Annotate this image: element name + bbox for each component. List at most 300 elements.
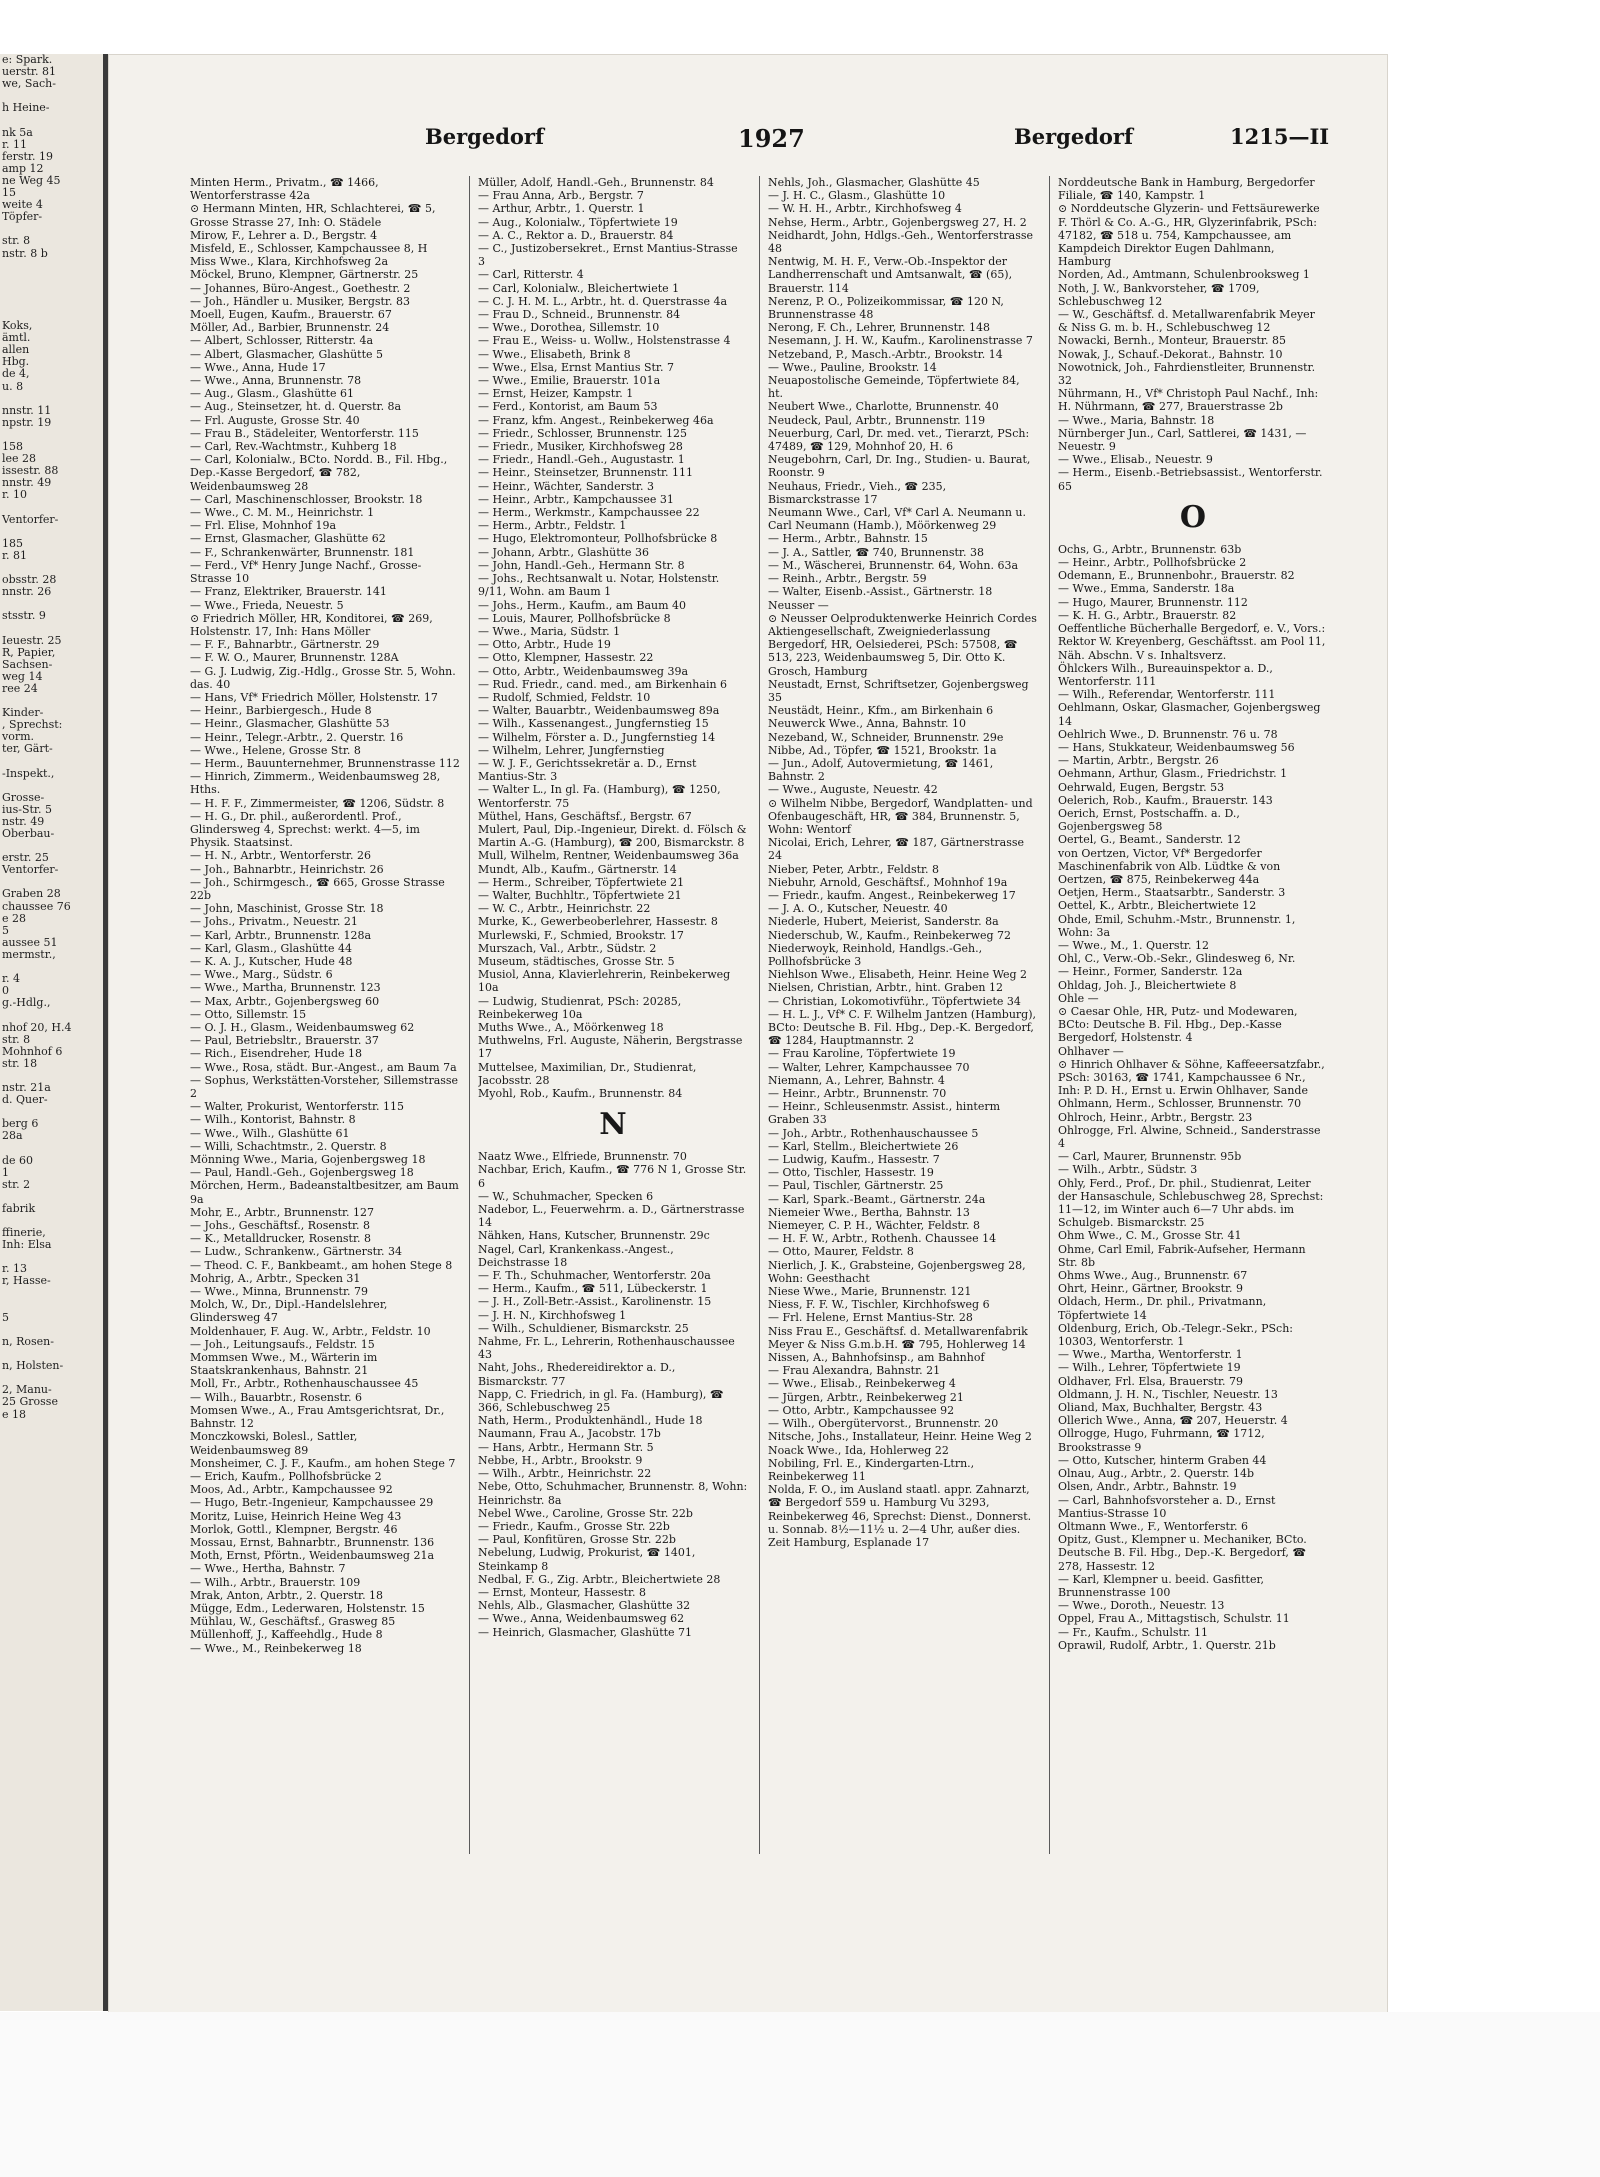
directory-entry: Oprawil, Rudolf, Arbtr., 1. Querstr. 21b <box>1058 1638 1276 1652</box>
directory-entry: Neustädt, Heinr., Kfm., am Birkenhain 6 <box>768 704 994 718</box>
directory-entry: — Wwe., Pauline, Brookstr. 14 <box>768 360 937 374</box>
header-page-number: 1215—II <box>1230 124 1330 149</box>
directory-entry: Norden, Ad., Amtmann, Schulenbrooksweg 1 <box>1058 268 1310 282</box>
adjacent-page-fragment: 28a <box>2 1129 23 1143</box>
directory-entry: Niederschub, W., Kaufm., Reinbekerweg 72 <box>768 928 1012 942</box>
directory-entry: Oldach, Herm., Dr. phil., Privatmann, Töpfertwiete 14 <box>1058 1295 1267 1322</box>
section-letter: O <box>1179 499 1207 535</box>
directory-entry: — Johs., Rechtsanwalt u. Notar, Holstenstr. 9/11, Wohn. am Baum 1 <box>478 572 720 599</box>
directory-entry: — Franz, kfm. Angest., Reinbekerweg 46a <box>478 413 714 427</box>
top-margin <box>0 0 1600 50</box>
adjacent-page-fragment <box>0 780 103 792</box>
directory-entry: — H. F. F., Zimmermeister, ☎ 1206, Südstr. 8 <box>190 796 445 810</box>
adjacent-page-fragment <box>0 1288 103 1300</box>
adjacent-page-fragment <box>0 272 103 284</box>
directory-entry: Ohde, Emil, Schuhm.-Mstr., Brunnenstr. 1, Wohn: 3a <box>1058 912 1296 939</box>
directory-entry: — Karl, Stellm., Bleichertwiete 26 <box>768 1139 959 1153</box>
directory-entry: — Albert, Schlosser, Ritterstr. 4a <box>190 334 374 348</box>
directory-entry: — Wwe., Helene, Grosse Str. 8 <box>190 743 361 757</box>
directory-entry: — Karl, Spark.-Beamt., Gärtnerstr. 24a <box>768 1192 986 1206</box>
directory-entry: Nierlich, J. K., Grabsteine, Gojenbergsweg 28, Wohn: Geesthacht <box>768 1258 1026 1285</box>
directory-entry: Naht, Johs., Rhedereidirektor a. D., Bismarckstr. 77 <box>478 1361 676 1388</box>
directory-entry: Naumann, Frau A., Jacobstr. 17b <box>478 1427 661 1441</box>
directory-entry: — Herm., Bauunternehmer, Brunnenstrasse 112 <box>190 756 460 770</box>
directory-entry: Neuwerck Wwe., Anna, Bahnstr. 10 <box>768 717 967 731</box>
directory-entry: Oldmann, J. H. N., Tischler, Neuestr. 13 <box>1058 1387 1278 1401</box>
directory-entry: — Otto, Arbtr., Hude 19 <box>478 638 611 652</box>
directory-entry: Mundt, Alb., Kaufm., Gärtnerstr. 14 <box>478 862 677 876</box>
adjacent-page-fragment: ree 24 <box>2 681 38 695</box>
directory-entry: — Karl, Klempner u. beeid. Gasfitter, Brunnenstrasse 100 <box>1058 1572 1265 1599</box>
directory-entry: — Jürgen, Arbtr., Reinbekerweg 21 <box>768 1390 964 1404</box>
directory-entry: Mossau, Ernst, Bahnarbtr., Brunnenstr. 136 <box>190 1535 435 1549</box>
adjacent-page-fragment: g.-Hdlg., <box>2 996 51 1010</box>
directory-entry: Oldenburg, Erich, Ob.-Telegr.-Sekr., PSch: 10303, Wentorferstr. 1 <box>1058 1321 1293 1349</box>
adjacent-page-fragment: allen <box>2 343 30 357</box>
directory-entry: Oliand, Max, Buchhalter, Bergstr. 43 <box>1058 1401 1263 1415</box>
directory-entry: — Friedr., Schlosser, Brunnenstr. 125 <box>478 426 688 440</box>
directory-entry: — J. A., Sattler, ☎ 740, Brunnenstr. 38 <box>768 545 984 559</box>
directory-entry: — Wilh., Referendar, Wentorferstr. 111 <box>1058 688 1276 702</box>
directory-entry: Ohlrogge, Frl. Alwine, Schneid., Sanderstrasse 4 <box>1058 1123 1321 1151</box>
directory-entry: — Paul, Tischler, Gärtnerstr. 25 <box>768 1179 944 1193</box>
directory-entry: Mönning Wwe., Maria, Gojenbergsweg 18 <box>190 1153 426 1167</box>
directory-entry: — Hans, Stukkateur, Weidenbaumsweg 56 <box>1058 740 1295 754</box>
adjacent-page-fragment: nstr. 49 <box>2 814 45 828</box>
directory-entry: — John, Maschinist, Grosse Str. 18 <box>190 902 384 916</box>
directory-entry: — W., Schuhmacher, Specken 6 <box>478 1189 654 1203</box>
directory-entry: Nührmann, H., Vf* Christoph Paul Nachf., Inh: H. Nührmann, ☎ 277, Brauerstrasse 2b <box>1058 387 1319 414</box>
directory-entry: — Friedr., Handl.-Geh., Augustastr. 1 <box>478 453 685 467</box>
adjacent-page-fragment: 5 <box>2 923 9 937</box>
adjacent-page-fragment: ferstr. 19 <box>2 149 53 163</box>
directory-entry: — Aug., Kolonialw., Töpfertwiete 19 <box>478 215 678 229</box>
adjacent-page-fragment: , Sprechst: <box>2 718 63 732</box>
directory-entry: Momsen Wwe., A., Frau Amtsgerichtsrat, Dr., Bahnstr. 12 <box>190 1403 445 1431</box>
directory-entry: — Frl. Auguste, Grosse Str. 40 <box>190 413 360 427</box>
directory-entry: von Oertzen, Victor, Vf* Bergedorfer Maschinenfabrik von Alb. Lüdtke & von Oertzen, ☎ 875, Reinbekerweg 44a <box>1058 846 1281 886</box>
directory-entry: — Frl. Elise, Mohnhof 19a <box>190 519 336 533</box>
directory-entry: Neudeck, Paul, Arbtr., Brunnenstr. 119 <box>768 413 986 427</box>
bottom-margin <box>0 2012 1600 2177</box>
directory-entry: — Fr., Kaufm., Schulstr. 11 <box>1058 1625 1209 1639</box>
directory-entry: Neubert Wwe., Charlotte, Brunnenstr. 40 <box>768 400 999 414</box>
directory-entry: — W. H. H., Arbtr., Kirchhofsweg 4 <box>768 202 962 216</box>
directory-entry: — Wwe., Minna, Brunnenstr. 79 <box>190 1285 369 1299</box>
directory-entry: — Wwe., Anna, Brunnenstr. 78 <box>190 374 362 388</box>
adjacent-page-fragment: ius-Str. 5 <box>2 802 52 816</box>
directory-entry: Oerich, Ernst, Postschaffn. a. D., Gojenbergsweg 58 <box>1058 806 1240 834</box>
directory-entry: — Otto, Arbtr., Kampchaussee 92 <box>768 1403 955 1417</box>
adjacent-page-fragment: Hbg. <box>2 355 30 369</box>
directory-entry: Ohlhaver — <box>1058 1044 1124 1058</box>
directory-entry: — Wwe., C. M. M., Heinrichstr. 1 <box>190 506 375 520</box>
directory-entry: — Joh., Händler u. Musiker, Bergstr. 83 <box>190 294 410 308</box>
adjacent-page-fragment: Töpfer- <box>2 210 43 224</box>
directory-entry: — Heinr., Arbtr., Kampchaussee 31 <box>478 492 674 506</box>
directory-entry: — Wwe., Martha, Wentorferstr. 1 <box>1058 1348 1243 1362</box>
column-4 <box>1058 176 1328 1854</box>
directory-entry: ⊙ Neusser Oelproduktenwerke Heinrich Cordes Aktiengesellschaft, Zweigniederlassung Bergedorf, HR, Oelsiederei, PSch: 57508, ☎ 513, 223, Weidenbaumsweg 5, Dir. Otto K. Grosch, Hamburg <box>768 611 1037 678</box>
directory-entry: — Wwe., Rosa, städt. Bur.-Angest., am Baum 7a <box>190 1060 457 1074</box>
directory-entry: Nicolai, Erich, Lehrer, ☎ 187, Gärtnerstrasse 24 <box>768 836 1025 863</box>
directory-entry: — Rich., Eisendreher, Hude 18 <box>190 1047 362 1061</box>
directory-entry: Oettel, K., Arbtr., Bleichertwiete 12 <box>1058 899 1257 913</box>
adjacent-page-fragment: uerstr. 81 <box>2 65 56 79</box>
directory-entry: Niederle, Hubert, Meierist, Sanderstr. 8a <box>768 915 999 929</box>
directory-entry: Nerong, F. Ch., Lehrer, Brunnenstr. 148 <box>768 321 991 335</box>
adjacent-page-fragment: nnstr. 49 <box>2 476 52 490</box>
adjacent-page-fragment: nstr. 21a <box>2 1080 51 1094</box>
directory-entry: — Wilhelm, Förster a. D., Jungfernstieg 14 <box>478 730 716 744</box>
adjacent-page-fragment <box>0 622 103 634</box>
directory-entry: Niemann, A., Lehrer, Bahnstr. 4 <box>768 1073 945 1087</box>
adjacent-page-fragment: ffinerie, <box>2 1226 46 1240</box>
directory-entry: — Heinr., Schleusenmstr. Assist., hinterm Graben 33 <box>768 1100 1001 1127</box>
adjacent-page-fragment: chaussee 76 <box>2 899 71 913</box>
adjacent-page-fragment: Grosse- <box>2 790 45 804</box>
adjacent-page-fragment <box>0 260 103 272</box>
directory-entry: Neumann Wwe., Carl, Vf* Carl A. Neumann u. Carl Neumann (Hamb.), Möörkenweg 29 <box>768 506 1026 533</box>
directory-entry: — Wwe., Hertha, Bahnstr. 7 <box>190 1562 346 1576</box>
adjacent-page-fragment <box>0 296 103 308</box>
directory-entry: Molch, W., Dr., Dipl.-Handelslehrer, Glindersweg 47 <box>190 1298 388 1325</box>
directory-entry: — Wwe., Maria, Bahnstr. 18 <box>1058 413 1215 427</box>
directory-entry: — Frau D., Schneid., Brunnenstr. 84 <box>478 308 681 322</box>
directory-entry: Öhlckers Wilh., Bureauinspektor a. D., Wentorferstr. 111 <box>1058 661 1273 688</box>
directory-entry: — Wwe., Anna, Hude 17 <box>190 360 326 374</box>
adjacent-page-fragment: r, Hasse- <box>2 1274 51 1288</box>
adjacent-page-fragment: Inh: Elsa <box>2 1238 52 1252</box>
directory-entry: Mörchen, Herm., Badeanstaltbesitzer, am Baum 9a <box>190 1179 459 1206</box>
directory-entry: — Christian, Lokomotivführ., Töpfertwiete 34 <box>768 994 1021 1008</box>
adjacent-page-fragment <box>0 526 103 538</box>
directory-entry: — Herm., Schreiber, Töpfertwiete 21 <box>478 875 685 889</box>
adjacent-page-fragment: 25 Grosse <box>2 1395 58 1409</box>
column-divider <box>1049 176 1050 1854</box>
directory-entry: Noth, J. W., Bankvorsteher, ☎ 1709, Schlebuschweg 12 <box>1058 281 1260 308</box>
directory-entry: — Ernst, Glasmacher, Glashütte 62 <box>190 532 386 546</box>
directory-entry: Ollerich Wwe., Anna, ☎ 207, Heuerstr. 4 <box>1058 1414 1288 1428</box>
directory-entry: — Wilh., Arbtr., Heinrichstr. 22 <box>478 1467 652 1481</box>
directory-entry: — Paul, Konfitüren, Grosse Str. 22b <box>478 1533 676 1547</box>
adjacent-page-fragment: obsstr. 28 <box>2 573 57 587</box>
directory-entry: Oehlrich Wwe., D. Brunnenstr. 76 u. 78 <box>1058 727 1278 741</box>
directory-entry: — Ludw., Schrankenw., Gärtnerstr. 34 <box>190 1245 403 1259</box>
directory-entry: — Aug., Glasm., Glashütte 61 <box>190 387 355 401</box>
adjacent-page-fragment: u. 8 <box>2 379 24 393</box>
directory-entry: — Wwe., Wilh., Glashütte 61 <box>190 1126 350 1140</box>
adjacent-page-fragment: ne Weg 45 <box>2 173 61 187</box>
directory-entry: — Frau Karoline, Töpfertwiete 19 <box>768 1047 956 1061</box>
adjacent-page-fragment: r. 11 <box>2 137 28 151</box>
directory-entry: — Hugo, Maurer, Brunnenstr. 112 <box>1058 595 1248 609</box>
adjacent-page-fragment: de 60 <box>2 1153 34 1167</box>
directory-entry: Ohl, C., Verw.-Ob.-Sekr., Glindesweg 6, Nr. <box>1058 952 1296 966</box>
directory-entry: Müller, Adolf, Handl.-Geh., Brunnenstr. 84 <box>478 176 714 189</box>
adjacent-page-fragment: berg 6 <box>2 1117 39 1131</box>
directory-entry: — Frl. Helene, Ernst Mantius-Str. 28 <box>768 1311 973 1325</box>
directory-entry: Niemeier Wwe., Bertha, Bahnstr. 13 <box>768 1205 970 1219</box>
directory-entry: — Heinr., Former, Sanderstr. 12a <box>1058 965 1243 979</box>
directory-entry: — Heinr., Wächter, Sanderstr. 3 <box>478 479 654 493</box>
directory-entry: — Ernst, Heizer, Kampstr. 1 <box>478 387 634 401</box>
adjacent-page-fragment: de 4, <box>2 367 30 381</box>
directory-entry: — Karl, Glasm., Glashütte 44 <box>190 941 352 955</box>
directory-entry: Nowotnick, Joh., Fahrdienstleiter, Brunnenstr. 32 <box>1058 360 1316 388</box>
directory-entry: — Carl, Kolonialw., BCto. Nordd. B., Fil. Hbg., Dep.-Kasse Bergedorf, ☎ 782, Weidenbaumsweg 28 <box>190 453 448 493</box>
directory-entry: Möller, Ad., Barbier, Brunnenstr. 24 <box>190 321 390 335</box>
directory-entry: Mohrig, A., Arbtr., Specken 31 <box>190 1271 361 1285</box>
adjacent-page-fragment: ter, Gärt- <box>2 742 53 756</box>
directory-entry: Nebe, Otto, Schuhmacher, Brunnenstr. 8, Wohn: Heinrichstr. 8a <box>478 1480 748 1507</box>
directory-entry: — Walter, Buchhltr., Töpfertwiete 21 <box>478 888 682 902</box>
directory-entry: Musiol, Anna, Klavierlehrerin, Reinbekerweg 10a <box>478 968 731 995</box>
directory-entry: — C., Justizobersekret., Ernst Mantius-Strasse 3 <box>478 242 738 269</box>
directory-entry: Myohl, Rob., Kaufm., Brunnenstr. 84 <box>478 1087 683 1101</box>
directory-entry: — Wilh., Obergütervorst., Brunnenstr. 20 <box>768 1417 999 1431</box>
directory-entry: — Wwe., Auguste, Neuestr. 42 <box>768 783 938 797</box>
directory-entry: — Jun., Adolf, Autovermietung, ☎ 1461, Bahnstr. 2 <box>768 756 994 784</box>
directory-entry: — Wwe., Emma, Sanderstr. 18a <box>1058 582 1235 596</box>
directory-entry: — Otto, Maurer, Feldstr. 8 <box>768 1245 914 1259</box>
directory-entry: — Wwe., M., Reinbekerweg 18 <box>190 1641 362 1655</box>
directory-entry: — Johs., Privatm., Neuestr. 21 <box>190 915 358 929</box>
directory-entry: — Ludwig, Kaufm., Hassestr. 7 <box>768 1153 940 1167</box>
directory-entry: Neugebohrn, Carl, Dr. Ing., Studien- u. Baurat, Roonstr. 9 <box>768 453 1031 480</box>
adjacent-page-fragment: fabrik <box>2 1201 36 1215</box>
directory-entry: — Erich, Kaufm., Pollhofsbrücke 2 <box>190 1469 382 1483</box>
directory-entry: — J. H., Zoll-Betr.-Assist., Karolinenstr. 15 <box>478 1295 712 1309</box>
directory-entry: — Friedr., kaufm. Angest., Reinbekerweg 17 <box>768 888 1016 902</box>
adjacent-page-fragment: stsstr. 9 <box>2 609 46 623</box>
adjacent-page-fragment: r. 81 <box>2 548 28 562</box>
directory-entry: — A. C., Rektor a. D., Brauerstr. 84 <box>478 228 674 242</box>
directory-entry: Neuapostolische Gemeinde, Töpfertwiete 84, ht. <box>768 374 1020 401</box>
directory-entry: Neuhaus, Friedr., Vieh., ☎ 235, Bismarckstrasse 17 <box>768 479 947 506</box>
directory-entry: — Wwe., Maria, Südstr. 1 <box>478 624 621 638</box>
page-header <box>190 124 1375 160</box>
adjacent-page-fragment: aussee 51 <box>2 935 58 949</box>
directory-entry: — Heinr., Arbtr., Brunnenstr. 70 <box>768 1087 947 1101</box>
directory-entry: Oehrwald, Eugen, Bergstr. 53 <box>1058 780 1225 794</box>
directory-entry: — Louis, Maurer, Pollhofsbrücke 8 <box>478 611 671 625</box>
directory-entry: Nebel Wwe., Caroline, Grosse Str. 22b <box>478 1506 693 1520</box>
directory-entry: Mühlau, W., Geschäftsf., Grasweg 85 <box>190 1615 396 1629</box>
adjacent-page-fragment: ämtl. <box>2 331 31 345</box>
directory-entry: ⊙ Hermann Minten, HR, Schlachterei, ☎ 5, Grosse Strasse 27, Inh: O. Städele <box>190 202 436 229</box>
directory-entry: Niese Wwe., Marie, Brunnenstr. 121 <box>768 1285 972 1299</box>
adjacent-page-fragment: issestr. 88 <box>2 464 59 478</box>
adjacent-page-fragment: mermstr., <box>2 947 56 961</box>
directory-entry: — Wilh., Kontorist, Bahnstr. 8 <box>190 1113 356 1127</box>
adjacent-page-fragment: 158 <box>2 440 23 453</box>
directory-entry: — Otto, Sillemstr. 15 <box>190 1007 307 1021</box>
adjacent-page-fragment: 1 <box>2 1165 9 1179</box>
adjacent-page-fragment: Graben 28 <box>2 887 61 901</box>
directory-entry: — Frau B., Städeleiter, Wentorferstr. 115 <box>190 426 419 440</box>
directory-entry: — H. L. J., Vf* C. F. Wilhelm Jantzen (Hamburg), BCto: Deutsche B. Fil. Hbg., Dep.-K. Bergedorf, ☎ 1284, Hauptmannstr. 2 <box>768 1007 1037 1048</box>
directory-entry: Müllenhoff, J., Kaffeehdlg., Hude 8 <box>190 1628 383 1642</box>
directory-entry: Oltmann Wwe., F., Wentorferstr. 6 <box>1058 1519 1248 1533</box>
adjacent-page-fragment: 185 <box>2 536 23 550</box>
adjacent-page-fragment <box>0 501 103 513</box>
directory-entry: Nentwig, M. H. F., Verw.-Ob.-Inspektor der Landherrenschaft und Amtsanwalt, ☎ (65), Brauerstr. 114 <box>768 255 1013 295</box>
directory-entry: — Otto, Kutscher, hinterm Graben 44 <box>1058 1453 1267 1467</box>
directory-entry: — F. Th., Schuhmacher, Wentorferstr. 20a <box>478 1269 711 1283</box>
directory-entry: Nielsen, Christian, Arbtr., hint. Graben 12 <box>768 981 1003 995</box>
directory-entry: Neusser — <box>768 598 829 612</box>
directory-entry: — Albert, Glasmacher, Glashütte 5 <box>190 347 383 361</box>
directory-entry: Niemeyer, C. P. H., Wächter, Feldstr. 8 <box>768 1219 980 1233</box>
directory-entry: Muths Wwe., A., Möörkenweg 18 <box>478 1021 664 1034</box>
directory-entry: — Wwe., Elisabeth, Brink 8 <box>478 347 631 361</box>
directory-entry: — Wilh., Arbtr., Südstr. 3 <box>1058 1163 1198 1177</box>
directory-entry: — Heinr., Barbiergesch., Hude 8 <box>190 704 372 718</box>
directory-entry: Moldenhauer, F. Aug. W., Arbtr., Feldstr. 10 <box>190 1324 431 1338</box>
directory-entry: — Heinr., Arbtr., Pollhofsbrücke 2 <box>1058 556 1247 570</box>
directory-entry: — Carl, Bahnhofsvorsteher a. D., Ernst Mantius-Strasse 10 <box>1058 1493 1276 1520</box>
directory-entry: — Wwe., Dorothea, Sillemstr. 10 <box>478 321 660 335</box>
column-2 <box>478 176 748 1854</box>
directory-entry: — Heinr., Telegr.-Arbtr., 2. Querstr. 16 <box>190 730 404 744</box>
column-3 <box>768 176 1038 1854</box>
directory-entry: — Joh., Leitungsaufs., Feldstr. 15 <box>190 1337 375 1351</box>
directory-entry: — Friedr., Musiker, Kirchhofsweg 28 <box>478 440 683 454</box>
directory-entry: — J. H. C., Glasm., Glashütte 10 <box>768 189 946 203</box>
adjacent-page-fragment: n, Rosen- <box>2 1334 54 1348</box>
directory-entry: — W. J. F., Gerichtssekretär a. D., Ernst Mantius-Str. 3 <box>478 756 697 784</box>
adjacent-page-fragment: vorm. <box>2 730 35 744</box>
adjacent-page-fragment: e: Spark. <box>2 54 53 66</box>
directory-entry: — J. A. O., Kutscher, Neuestr. 40 <box>768 902 948 916</box>
directory-entry: Mommsen Wwe., M., Wärterin im Staatskrankenhaus, Bahnstr. 21 <box>190 1351 378 1378</box>
directory-entry: — Reinh., Arbtr., Bergstr. 59 <box>768 572 927 586</box>
directory-entry: — Otto, Arbtr., Weidenbaumsweg 39a <box>478 664 689 678</box>
directory-entry: Müthel, Hans, Geschäftsf., Bergstr. 67 <box>478 809 692 823</box>
directory-entry: Nähken, Hans, Kutscher, Brunnenstr. 29c <box>478 1229 710 1243</box>
directory-entry: Moos, Ad., Arbtr., Kampchaussee 92 <box>190 1483 393 1497</box>
directory-entry: Oehmann, Arthur, Glasm., Friedrichstr. 1 <box>1058 767 1288 781</box>
directory-entry: — Karl, Arbtr., Brunnenstr. 128a <box>190 928 372 942</box>
directory-entry: — C. J. H. M. L., Arbtr., ht. d. Querstrasse 4a <box>478 294 728 308</box>
directory-entry: — Max, Arbtr., Gojenbergsweg 60 <box>190 994 380 1008</box>
directory-entry: — Frau E., Weiss- u. Wollw., Holstenstrasse 4 <box>478 334 731 348</box>
directory-entry: — Heinrich, Glasmacher, Glashütte 71 <box>478 1625 693 1639</box>
directory-entry: Nissen, A., Bahnhofsinsp., am Bahnhof <box>768 1351 985 1365</box>
directory-entry: — Wilh., Schuldiener, Bismarckstr. 25 <box>478 1321 689 1335</box>
directory-entry: Norddeutsche Bank in Hamburg, Bergedorfer Filiale, ☎ 140, Kampstr. 1 <box>1058 176 1315 203</box>
directory-entry: — F. F., Bahnarbtr., Gärtnerstr. 29 <box>190 638 380 652</box>
adjacent-page-fragment: 2, Manu- <box>2 1383 52 1397</box>
adjacent-page-fragment: Koks, <box>2 319 33 333</box>
directory-entry: — Otto, Tischler, Hassestr. 19 <box>768 1166 934 1180</box>
directory-entry: — Ludwig, Studienrat, PSch: 20285, Reinbekerweg 10a <box>478 994 682 1021</box>
directory-entry: — Carl, Maurer, Brunnenstr. 95b <box>1058 1150 1242 1164</box>
directory-entry: Moll, Fr., Arbtr., Rothenhauschaussee 45 <box>190 1377 419 1391</box>
directory-entry: — Johs., Herm., Kaufm., am Baum 40 <box>478 598 687 612</box>
directory-entry: — Otto, Klempner, Hassestr. 22 <box>478 651 654 665</box>
directory-entry: — Theod. C. F., Bankbeamt., am hohen Stege 8 <box>190 1258 453 1272</box>
adjacent-page-fragment <box>0 114 103 126</box>
adjacent-page-fragment: weite 4 <box>2 198 43 212</box>
adjacent-page-fragment: amp 12 <box>2 161 44 175</box>
directory-entry: Murszach, Val., Arbtr., Südstr. 2 <box>478 941 657 955</box>
directory-entry: Neidhardt, John, Hdlgs.-Geh., Wentorferstrasse 48 <box>768 228 1033 256</box>
directory-entry: Misfeld, E., Schlosser, Kampchaussee 8, H <box>190 242 428 256</box>
directory-entry: Murlewski, F., Schmied, Brookstr. 17 <box>478 928 684 942</box>
adjacent-page-fragment: str. 18 <box>2 1056 38 1070</box>
directory-entry: — M., Wäscherei, Brunnenstr. 64, Wohn. 63a <box>768 558 1019 572</box>
directory-entry: — Wwe., Emilie, Brauerstr. 101a <box>478 374 661 388</box>
directory-entry: — Hinrich, Zimmerm., Weidenbaumsweg 28, Hths. <box>190 770 441 797</box>
adjacent-page-fragment: we, Sach- <box>2 77 56 91</box>
directory-entry: — Wwe., Elsa, Ernst Mantius Str. 7 <box>478 360 674 374</box>
directory-entry: Niehlson Wwe., Elisabeth, Heinr. Heine Weg 2 <box>768 968 1028 982</box>
directory-entry: — W., Geschäftsf. d. Metallwarenfabrik Meyer & Niss G. m. b. H., Schlebuschweg 12 <box>1058 308 1315 335</box>
directory-entry: Nadebor, L., Feuerwehrm. a. D., Gärtnerstrasse 14 <box>478 1203 745 1230</box>
directory-entry: — Martin, Arbtr., Bergstr. 26 <box>1058 754 1219 768</box>
adjacent-page-fragment: str. 8 <box>2 234 31 248</box>
directory-entry: Mull, Wilhelm, Rentner, Weidenbaumsweg 36a <box>478 849 739 863</box>
directory-entry: Oertel, G., Beamt., Sanderstr. 12 <box>1058 833 1241 847</box>
directory-entry: ⊙ Hinrich Ohlhaver & Söhne, Kaffeeersatzfabr., PSch: 30163, ☎ 1741, Kampchaussee 6 Nr., Inh: P. D. H., Ernst u. Erwin Ohlhaver, Sande <box>1058 1057 1325 1098</box>
directory-entry: Nagel, Carl, Krankenkass.-Angest., Deichstrasse 18 <box>478 1242 674 1269</box>
directory-entry: Minten Herm., Privatm., ☎ 1466, Wentorferstrasse 42a <box>190 176 379 203</box>
column-divider <box>469 176 470 1854</box>
directory-entry: — Wwe., Anna, Weidenbaumsweg 62 <box>478 1612 685 1626</box>
directory-entry: Monczkowski, Bolesl., Sattler, Weidenbaumsweg 89 <box>190 1430 358 1457</box>
adjacent-page-fragment <box>0 1009 103 1021</box>
directory-entry: — Johannes, Büro-Angest., Goethestr. 2 <box>190 281 411 295</box>
directory-entry: — Johann, Arbtr., Glashütte 36 <box>478 545 650 559</box>
directory-entry: — Walter, Bauarbtr., Weidenbaumsweg 89a <box>478 704 720 718</box>
adjacent-page-fragment: str. 8 <box>2 1032 31 1046</box>
directory-entry: Moth, Ernst, Pförtn., Weidenbaumsweg 21a <box>190 1549 435 1563</box>
adjacent-page-fragment: npstr. 19 <box>2 415 52 429</box>
directory-entry: — Wilh., Kassenangest., Jungfernstieg 15 <box>478 717 709 731</box>
directory-entry: — Hugo, Elektromonteur, Pollhofsbrücke 8 <box>478 532 718 546</box>
directory-entry: Nowak, J., Schauf.-Dekorat., Bahnstr. 10 <box>1058 347 1283 361</box>
directory-entry: Naatz Wwe., Elfriede, Brunnenstr. 70 <box>478 1150 687 1164</box>
directory-entry: — F. W. O., Maurer, Brunnenstr. 128A <box>190 651 399 665</box>
adjacent-page-fragment: r. 4 <box>2 972 21 986</box>
adjacent-page-fragment: r. 13 <box>2 1262 28 1276</box>
directory-entry: Mrak, Anton, Arbtr., 2. Querstr. 18 <box>190 1588 384 1602</box>
directory-entry: — Willi, Schachtmstr., 2. Querstr. 8 <box>190 1139 387 1153</box>
adjacent-page-fragment: 15 <box>2 186 16 200</box>
directory-entry: ⊙ Wilhelm Nibbe, Bergedorf, Wandplatten- und Ofenbaugeschäft, HR, ☎ 384, Brunnenstr. 5, Wohn: Wentorf <box>768 796 1033 836</box>
adjacent-page-fragment: weg 14 <box>2 669 43 683</box>
directory-entry: — Wwe., Marg., Südstr. 6 <box>190 968 333 982</box>
directory-entry: — Carl, Maschinenschlosser, Brookstr. 18 <box>190 492 423 506</box>
directory-entry: Nitsche, Johs., Installateur, Heinr. Heine Weg 2 <box>768 1430 1032 1444</box>
directory-entry: Nebbe, H., Arbtr., Brookstr. 9 <box>478 1453 643 1467</box>
adjacent-page-fragment <box>0 1300 103 1312</box>
directory-entry: — Frau Anna, Arb., Bergstr. 7 <box>478 189 644 203</box>
directory-entry: Muthwelns, Frl. Auguste, Näherin, Bergstrasse 17 <box>478 1034 743 1061</box>
directory-entry: — H. F. W., Arbtr., Rothenh. Chaussee 14 <box>768 1232 997 1246</box>
directory-entry: Oppel, Frau A., Mittagstisch, Schulstr. 11 <box>1058 1612 1290 1626</box>
directory-entry: — W. C., Arbtr., Heinrichstr. 22 <box>478 902 651 916</box>
directory-entry: Moritz, Luise, Heinrich Heine Weg 43 <box>190 1509 402 1523</box>
directory-entry: Niederwoyk, Reinhold, Handlgs.-Geh., Pollhofsbrücke 3 <box>768 941 983 968</box>
directory-entry: Nehls, Alb., Glasmacher, Glashütte 32 <box>478 1599 691 1613</box>
directory-entry: Nedbal, F. G., Zig. Arbtr., Bleichertwiete 28 <box>478 1572 721 1586</box>
directory-entry: — Joh., Schirmgesch., ☎ 665, Grosse Strasse 22b <box>190 875 445 902</box>
adjacent-page-edge <box>0 54 108 2011</box>
directory-entry: Ohme, Carl Emil, Fabrik-Aufseher, Hermann Str. 8b <box>1058 1242 1306 1269</box>
